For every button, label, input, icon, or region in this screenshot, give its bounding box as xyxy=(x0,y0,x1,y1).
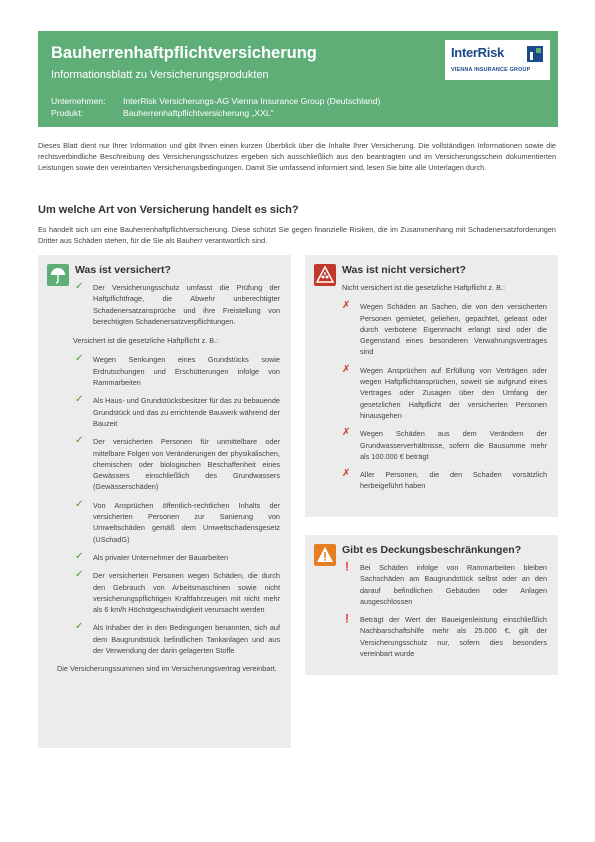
list-item-text: Der versicherten Personen für unmittelbare oder mittelbare Folgen von Veränderungen der physikalischen, chemischen oder biologischen Beschaffenheit eines Gewässers einschließlich des Grundwassers (Gewässerschäden) xyxy=(93,437,280,492)
check-icon: ✓ xyxy=(75,498,84,510)
not-insured-lead: Nicht versichert ist die gesetzliche Haftpflicht z. B.: xyxy=(342,283,506,292)
list-item-text: Als Inhaber der in den Bedingungen benannten, sich auf dem Baugrundstück befindlichen Tankanlagen und aus der Verwendung der darin gelagerten Stoffe xyxy=(93,623,280,656)
warning-icon xyxy=(314,264,336,286)
list-item-text: Als privater Unternehmer der Bauarbeiten xyxy=(93,552,229,562)
check-icon: ✓ xyxy=(75,550,84,562)
cross-icon: ✗ xyxy=(342,427,351,439)
restrictions-list xyxy=(342,562,547,666)
company-label: Unternehmen: xyxy=(51,96,106,106)
list-item xyxy=(75,570,280,615)
exclamation-icon xyxy=(314,544,336,566)
list-item-text: Wegen Schäden an Sachen, die von den versicherten Personen gemietet, geliehen, gepachtet, geleast oder durch verbotene Eigenmacht erlangt sind oder die Gegenstand eines besonderen Verwahrungsvertrages sind xyxy=(360,302,547,357)
list-item xyxy=(342,365,547,421)
restrictions-title: Gibt es Deckungsbeschränkungen? xyxy=(342,544,522,556)
interrisk-logo-mark-icon xyxy=(527,46,543,62)
cross-icon: ✗ xyxy=(342,300,351,312)
insurance-type-heading: Um welche Art von Versicherung handelt es sich? xyxy=(38,204,299,216)
list-item-text: Wegen Ansprüchen auf Erfüllung von Verträgen oder wegen Haftpflichtansprüchen, soweit sie aufgrund eines Vertrages oder Zusagen über den Umfang der gesetzlichen Haftpflicht der versicherten Personen hinausgehen xyxy=(360,365,547,420)
list-item xyxy=(342,469,547,492)
company-logo xyxy=(445,40,550,80)
insured-lead: Versichert ist die gesetzliche Haftpflicht z. B.: xyxy=(73,336,219,346)
document-title: Bauherrenhaftpflichtversicherung xyxy=(51,44,317,62)
product-row xyxy=(51,107,380,119)
insured-outro: Die Versicherungssummen sind im Versicherungsvertrag vereinbart. xyxy=(57,664,277,674)
list-item-text: Wegen Schäden aus dem Verändern der Grundwasserverhältnisse, sofern die Bausumme mehr als 100.000 € beträgt xyxy=(360,429,547,461)
list-item xyxy=(75,354,280,388)
list-item xyxy=(75,282,280,327)
exclamation-mark-icon: ❗ xyxy=(342,562,352,571)
list-item-text: Bei Schäden infolge von Rammarbeiten bleiben Sachschäden am Baugrundstück selbst oder an den darauf befindlichen Gebäuden oder Anlagen ausgeschlossen xyxy=(360,563,547,606)
list-item xyxy=(342,428,547,462)
list-item xyxy=(342,301,547,357)
header-banner xyxy=(38,31,558,127)
check-icon: ✓ xyxy=(75,621,84,633)
umbrella-icon xyxy=(47,264,69,286)
list-item-text: Wegen Senkungen eines Grundstücks sowie Erdrutschungen und Erschütterungen infolge von Rammarbeiten xyxy=(93,355,280,388)
restrictions-panel xyxy=(305,535,558,675)
insured-list xyxy=(57,281,280,675)
logo-tagline: VIENNA INSURANCE GROUP xyxy=(451,67,531,73)
insured-panel xyxy=(38,255,291,748)
check-icon: ✓ xyxy=(75,353,84,365)
intro-paragraph: Dieses Blatt dient nur Ihrer Information und gibt Ihnen einen kurzen Überblick über die Inhalte Ihrer Versicherung. Die vollständigen Informationen sowie die rechtsverbindliche Beschreibung des Versicherungsschutzes ergeben sich ausschließlich aus den beantragten und im Versicherungsschein dokumentierten Leistungen sowie den vereinbarten Versicherungsbedingungen. Damit Sie umfassend informiert sind, lesen Sie bitte alle Unterlagen durch. xyxy=(38,141,556,173)
product-label: Produkt: xyxy=(51,108,84,118)
list-item xyxy=(75,500,280,545)
not-insured-title: Was ist nicht versichert? xyxy=(342,264,466,276)
exclamation-mark-icon: ❗ xyxy=(342,614,352,624)
cross-icon: ✗ xyxy=(342,468,351,480)
not-insured-panel xyxy=(305,255,558,517)
list-item xyxy=(75,395,280,429)
logo-name: InterRisk xyxy=(451,45,504,60)
check-icon: ✓ xyxy=(75,281,84,292)
list-item-text: Der Versicherungsschutz umfasst die Prüfung der Haftpflichtfrage, die Abwehr unberechtigter Schadenersatzansprüche und ihre Freistellung von berechtigten Schadenersatzverpflichtungen. xyxy=(93,283,280,326)
list-item xyxy=(75,436,280,492)
not-insured-list xyxy=(342,282,547,499)
check-icon: ✓ xyxy=(75,569,84,581)
company-value: InterRisk Versicherungs-AG Vienna Insurance Group (Deutschland) xyxy=(123,96,381,106)
list-item-text: Beträgt der Wert der Baueigenleistung einschließlich Nachbarschaftshilfe mehr als 25.000 €, gilt der Versicherungsschutz nur, sofern dies besonders vereinbart wurde xyxy=(360,615,547,659)
cross-icon: ✗ xyxy=(342,363,351,375)
product-value: Bauherrenhaftpflichtversicherung „XXL“ xyxy=(123,108,274,118)
company-row xyxy=(51,95,380,107)
insurance-type-text: Es handelt sich um eine Bauherrenhaftpflichtversicherung. Diese schützt Sie gegen finanzielle Risiken, die im Zusammenhang mit Schadenersatzforderungen Dritter aus Schäden stehen, für die Sie als Bauherr verantwortlich sind. xyxy=(38,225,556,246)
list-item xyxy=(342,562,547,607)
list-item xyxy=(342,614,547,659)
list-item xyxy=(75,552,280,563)
insured-title: Was ist versichert? xyxy=(75,264,171,276)
check-icon: ✓ xyxy=(75,394,84,406)
list-item-text: Als Haus- und Grundstücksbesitzer für das zu bebauende Grundstück und das zu errichtende Bauwerk während der Bauzeit xyxy=(93,396,280,428)
list-item-text: Von Ansprüchen öffentlich-rechtlichen Inhalts der versicherten Personen zur Sanierung von Umweltschäden gemäß dem Umweltschadensgesetz (USchadG) xyxy=(93,500,280,544)
document-subtitle: Informationsblatt zu Versicherungsprodukten xyxy=(51,69,269,81)
document-meta xyxy=(51,95,380,119)
list-item xyxy=(75,622,280,656)
list-item-text: Aller Personen, die den Schaden vorsätzlich herbeigeführt haben xyxy=(360,470,547,491)
check-icon: ✓ xyxy=(75,435,84,447)
list-item-text: Der versicherten Personen wegen Schäden, die durch den Gebrauch von Arbeitsmaschinen sowie nicht versicherungspflichtigen Kraftfahrzeugen mit nicht mehr als 6 km/h Höchstgeschwindigkeit verursacht werden xyxy=(93,571,280,615)
